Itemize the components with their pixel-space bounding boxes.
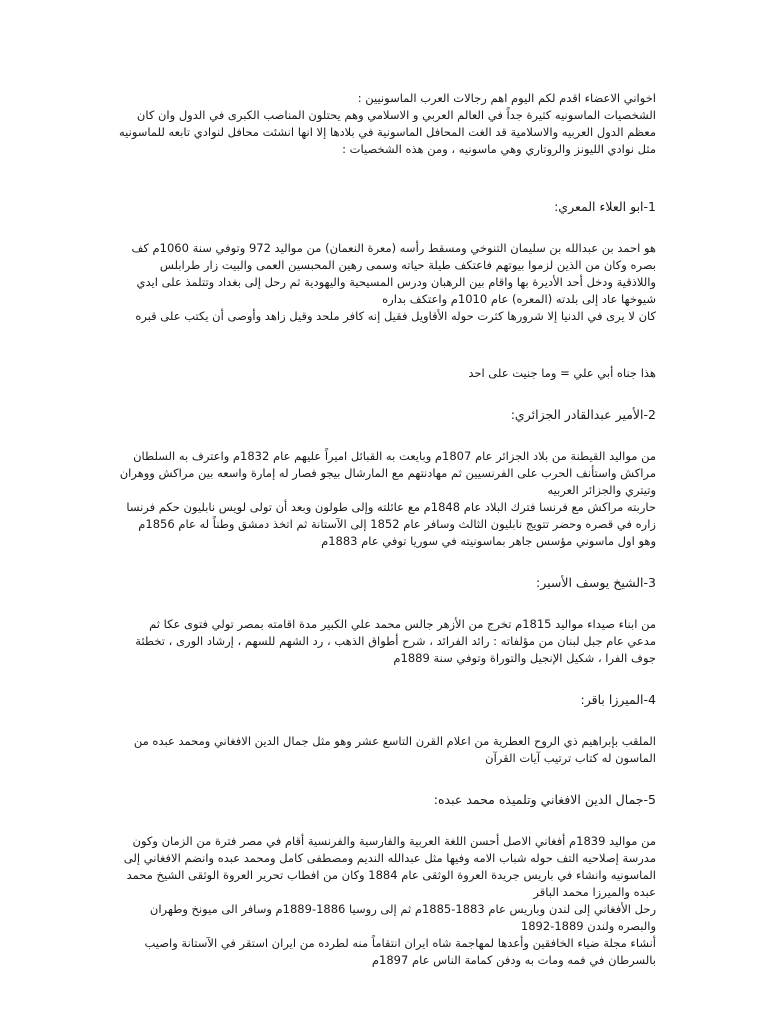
section-line: هو احمد بن عبدالله بن سليمان التنوخي ومسقط رأسه (معرة النعمان) من مواليد 972 وتوفي سنة 1060م كف (131, 241, 656, 255)
section-line: من مواليد 1839م أفغاني الاصل أحسن اللغة العربية والفارسية والفرنسية أقام في مصر فترة من الزمان وكون (132, 834, 656, 848)
section-line: عبده والميرزا محمد الباقر (533, 885, 656, 899)
section-heading: 5-جمال الدين الافغاني وتلميذه محمد عبده: (433, 792, 656, 807)
intro-paragraph (112, 90, 656, 158)
section-line: مراكش واستأنف الحرب على الفرنسيين ثم مهادنتهم مع المارشال بيجو فصار له إمارة واسعه بين مراكش ووهران (119, 466, 656, 480)
section-line: جوف الفرا ، شكيل الإنجيل والتوراة وتوفي سنة 1889م (393, 651, 656, 665)
section-line: حاربته مراكش مع فرنسا فترك البلاد عام 1848م مع عائلته وإلى طولون وبعد أن تولى لويس نابليون حكم فرنسا (126, 500, 656, 514)
section-heading: 3-الشيخ يوسف الأسير: (536, 575, 656, 590)
intro-line: اخواني الاعضاء اقدم لكم اليوم اهم رجالات العرب الماسونيين : (357, 91, 656, 105)
section-paragraph (112, 240, 656, 325)
section-line: الملقب بإبراهيم ذي الروح العطرية من اعلام القرن التاسع عشر وهو مثل جمال الدين الافغاني ومحمد عبده من (133, 734, 656, 748)
section-line: بالسرطان في فمه ومات به ودفن كمامة الناس عام 1897م (371, 953, 656, 967)
section-paragraph (112, 448, 656, 550)
section-heading: 4-الميرزا باقر: (580, 692, 656, 707)
intro-line: مثل نوادي الليونز والروتاري وهي ماسونيه ، ومن هذه الشخصيات : (342, 142, 656, 156)
section-line: مدرسة إصلاحيه التف حوله شباب الامه وفيها مثل عبدالله النديم ومصطفى كامل ومحمد عبده وانضم الافغاني إلى (123, 851, 656, 865)
section-line: الماسونيه وانشاء في باريس جريدة العروة الوثقى عام 1884 وكان من افطاب تحرير العروة الوثقى الشيخ محمد (126, 868, 656, 882)
section-line: شيوخها عاد إلى بلدته (المعره) عام 1010م واعتكف بداره (382, 292, 656, 306)
section-line: كان لا يرى في الدنيا إلا شرورها كثرت حوله الأقاويل فقيل إنه كافر ملحد وقيل زاهد وأوصى أن يكتب على قبره (135, 309, 656, 323)
section-line: وهو اول ماسوني مؤسس جاهر بماسونيته في سوريا توفي عام 1883م (321, 534, 656, 548)
section-paragraph (112, 733, 656, 767)
section-line: رحل الأفغاني إلى لندن وباريس عام 1883-1885م ثم إلى روسيا 1886-1889م وسافر الى ميونخ وطهران (149, 902, 656, 916)
section-line: الماسون له كتاب ترتيب آيات القرآن (485, 751, 656, 765)
intro-line: الشخصيات الماسونيه كثيرة جداً في العالم العربي و الاسلامي وهم يحتلون المناصب الكبرى في الدول وان كان (136, 108, 656, 122)
section-line: مدعي عام جبل لبنان من مؤلفاته : رائد الفرائد ، شرح أطواق الذهب ، رد الشهم للسهم ، إرشاد الورى ، تخطئة (135, 634, 656, 648)
section-paragraph (112, 833, 656, 969)
section-line: زاره في قصره وحضر تتويج نابليون الثالث وسافر عام 1852 إلى الآستانة ثم اتخذ دمشق وطناً له عام 1856م (138, 517, 656, 531)
quote-line: هذا جناه أبي علي = وما جنيت على احد (468, 366, 656, 380)
section-paragraph (112, 616, 656, 667)
section-line: بصره وكان من الذين لزموا بيوتهم فاعتكف طيلة حياته وسمى رهين المحبسين العمى والبيت زار طرابلس (159, 258, 656, 272)
section-line: أنشاء مجلة ضياء الخافقين وأعدها لمهاجمة شاه ايران انتقاماً منه لطرده من ايران استقر في الآستانة واصيب (144, 936, 656, 950)
intro-line: معظم الدول العربيه والاسلامية قد الغت المحافل الماسونية في بلادها إلا انها انشئت محافل لنوادي تابعه للماسونيه (118, 125, 656, 139)
section-line: وتيتري والجزائر العربيه (547, 483, 656, 497)
section-quote (112, 365, 656, 382)
section-line: واللاذقية ودخل أحد الأديرة بها واقام بين الرهبان ودرس المسيحية واليهودية ثم رحل إلى بغداد وتتلمذ على ايدي (136, 275, 656, 289)
section-line: والبصره ولندن 1889-1892 (520, 919, 656, 933)
section-line: من مواليد القيطنة من بلاد الجزائر عام 1807م وبايعت به القبائل اميراً عليهم عام 1832م واعترف به السلطان (133, 449, 656, 463)
document-page (112, 90, 656, 969)
section-line: من ابناء صيداء مواليد 1815م تخرج من الأزهر جالس محمد علي الكبير مدة اقامته بمصر تولي فتوى عكا ثم (149, 617, 656, 631)
section-heading: 1-ابو العلاء المعري: (554, 199, 656, 214)
section-heading: 2-الأمير عبدالقادر الجزائري: (510, 407, 656, 422)
